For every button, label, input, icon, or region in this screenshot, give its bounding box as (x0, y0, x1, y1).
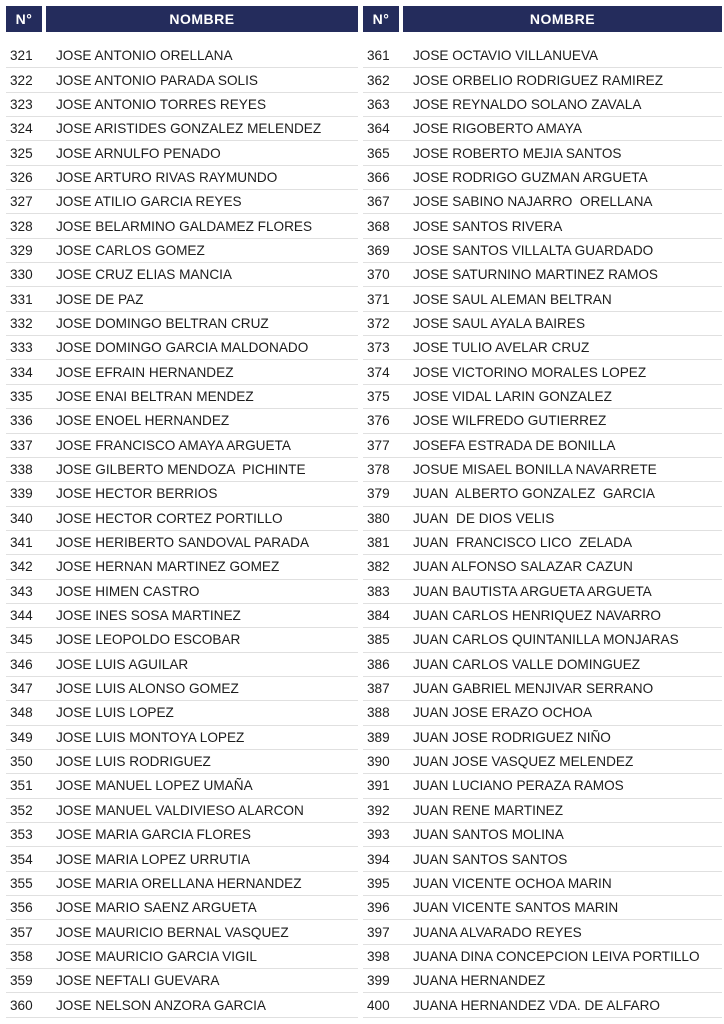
row-number: 396 (367, 900, 390, 916)
row-number: 336 (10, 413, 33, 429)
table-row (6, 701, 358, 725)
table-row (363, 531, 722, 555)
row-number: 383 (367, 583, 390, 599)
row-name: JOSE DOMINGO GARCIA MALDONADO (56, 340, 309, 356)
table-row (6, 677, 358, 701)
table-row (6, 68, 358, 92)
table-row (6, 653, 358, 677)
row-name: JUAN FRANCISCO LICO ZELADA (413, 535, 633, 551)
table-row (6, 750, 358, 774)
table-row (6, 507, 358, 531)
row-number: 392 (367, 802, 390, 818)
table-row (363, 336, 722, 360)
row-number: 339 (10, 486, 33, 502)
row-name: JUAN CARLOS VALLE DOMINGUEZ (413, 656, 641, 672)
row-name: JOSE NEFTALI GUEVARA (56, 973, 220, 989)
row-number: 368 (367, 218, 390, 234)
row-name: JOSE CRUZ ELIAS MANCIA (56, 267, 232, 283)
row-name: JOSE ARNULFO PENADO (56, 145, 221, 161)
row-name: JOSE FRANCISCO AMAYA ARGUETA (56, 437, 291, 453)
row-number: 324 (10, 121, 33, 137)
row-number: 329 (10, 242, 33, 258)
table-row (363, 385, 722, 409)
row-name: JOSE MARIA ORELLANA HERNANDEZ (56, 875, 302, 891)
row-name: JOSE HECTOR CORTEZ PORTILLO (56, 510, 283, 526)
table-row (6, 336, 358, 360)
table-row (363, 920, 722, 944)
table-row (363, 166, 722, 190)
number-column-header: N° (6, 6, 42, 32)
table-row (363, 239, 722, 263)
row-name: JOSE RIGOBERTO AMAYA (413, 121, 582, 137)
row-number: 327 (10, 194, 33, 210)
row-number: 354 (10, 851, 33, 867)
row-name: JUAN ALBERTO GONZALEZ GARCIA (413, 486, 655, 502)
table-row (6, 263, 358, 287)
table-row (6, 44, 358, 68)
row-number: 321 (10, 48, 33, 64)
row-name: JOSE ORBELIO RODRIGUEZ RAMIREZ (413, 72, 664, 88)
row-name: JOSE ENOEL HERNANDEZ (56, 413, 230, 429)
row-number: 349 (10, 729, 33, 745)
row-number: 345 (10, 632, 33, 648)
row-number: 395 (367, 875, 390, 891)
table-row (363, 969, 722, 993)
row-name: JUAN SANTOS MOLINA (413, 827, 564, 843)
row-name: JOSE MAURICIO BERNAL VASQUEZ (56, 924, 289, 940)
row-number: 326 (10, 169, 33, 185)
row-name: JOSE OCTAVIO VILLANUEVA (413, 48, 599, 64)
row-number: 381 (367, 535, 390, 551)
row-name: JOSE LUIS MONTOYA LOPEZ (56, 729, 245, 745)
row-number: 379 (367, 486, 390, 502)
row-number: 372 (367, 315, 390, 331)
table-row (363, 263, 722, 287)
row-number: 366 (367, 169, 390, 185)
row-name: JOSE MAURICIO GARCIA VIGIL (56, 948, 257, 964)
table-row (363, 628, 722, 652)
row-name: JOSE ARTURO RIVAS RAYMUNDO (56, 169, 278, 185)
table-row (6, 847, 358, 871)
row-number: 352 (10, 802, 33, 818)
row-number: 394 (367, 851, 390, 867)
table-row (6, 409, 358, 433)
row-name: JOSE HIMEN CASTRO (56, 583, 200, 599)
name-column-header: NOMBRE (46, 6, 358, 32)
row-name: JUAN JOSE RODRIGUEZ NIÑO (413, 729, 611, 745)
row-number: 360 (10, 997, 33, 1013)
table-row (6, 580, 358, 604)
row-number: 340 (10, 510, 33, 526)
table-row (6, 482, 358, 506)
table-row (363, 287, 722, 311)
row-number: 382 (367, 559, 390, 575)
row-number: 388 (367, 705, 390, 721)
row-number: 322 (10, 72, 33, 88)
row-number: 389 (367, 729, 390, 745)
table-row (363, 945, 722, 969)
table-row (363, 68, 722, 92)
table-row (363, 750, 722, 774)
row-name: JUAN CARLOS HENRIQUEZ NAVARRO (413, 608, 661, 624)
row-number: 390 (367, 754, 390, 770)
table-row (363, 141, 722, 165)
row-name: JUAN LUCIANO PERAZA RAMOS (413, 778, 624, 794)
row-number: 331 (10, 291, 33, 307)
row-number: 344 (10, 608, 33, 624)
row-number: 332 (10, 315, 33, 331)
row-number: 378 (367, 462, 390, 478)
row-number: 367 (367, 194, 390, 210)
row-name: JUANA HERNANDEZ VDA. DE ALFARO (413, 997, 661, 1013)
table-row (6, 872, 358, 896)
name-column-header: NOMBRE (403, 6, 722, 32)
row-name: JUAN CARLOS QUINTANILLA MONJARAS (413, 632, 679, 648)
row-name: JOSE ANTONIO ORELLANA (56, 48, 233, 64)
table-row (6, 385, 358, 409)
table-row (6, 287, 358, 311)
right-column (363, 6, 722, 1018)
row-number: 323 (10, 96, 33, 112)
row-name: JOSE WILFREDO GUTIERREZ (413, 413, 607, 429)
row-number: 356 (10, 900, 33, 916)
row-name: JOSE LEOPOLDO ESCOBAR (56, 632, 241, 648)
table-row (363, 117, 722, 141)
row-name: JUAN JOSE VASQUEZ MELENDEZ (413, 754, 634, 770)
row-name: JUANA HERNANDEZ (413, 973, 546, 989)
table-row (363, 896, 722, 920)
number-column-header: N° (363, 6, 399, 32)
row-name: JUAN SANTOS SANTOS (413, 851, 568, 867)
row-name: JUAN ALFONSO SALAZAR CAZUN (413, 559, 633, 575)
row-number: 343 (10, 583, 33, 599)
table-row (363, 190, 722, 214)
row-number: 362 (367, 72, 390, 88)
table-header (6, 6, 358, 32)
row-number: 337 (10, 437, 33, 453)
row-name: JOSE RODRIGO GUZMAN ARGUETA (413, 169, 648, 185)
row-number: 393 (367, 827, 390, 843)
table-row (363, 555, 722, 579)
row-number: 365 (367, 145, 390, 161)
row-name: JOSE VICTORINO MORALES LOPEZ (413, 364, 647, 380)
row-number: 330 (10, 267, 33, 283)
table-row (363, 409, 722, 433)
table-row (6, 239, 358, 263)
table-row (6, 774, 358, 798)
row-name: JOSE LUIS LOPEZ (56, 705, 174, 721)
table-row (363, 93, 722, 117)
table-row (6, 920, 358, 944)
row-number: 334 (10, 364, 33, 380)
table-row (6, 214, 358, 238)
row-number: 333 (10, 340, 33, 356)
table-row (6, 93, 358, 117)
row-name: JOSE TULIO AVELAR CRUZ (413, 340, 590, 356)
row-name: JOSE INES SOSA MARTINEZ (56, 608, 241, 624)
table-row (6, 458, 358, 482)
table-row (6, 434, 358, 458)
row-name: JUAN GABRIEL MENJIVAR SERRANO (413, 681, 654, 697)
table-header (363, 6, 722, 32)
table-row (6, 555, 358, 579)
row-name: JOSE LUIS RODRIGUEZ (56, 754, 211, 770)
row-name: JOSE HERNAN MARTINEZ GOMEZ (56, 559, 280, 575)
table-row (363, 312, 722, 336)
row-number: 347 (10, 681, 33, 697)
row-name: JOSE ANTONIO TORRES REYES (56, 96, 267, 112)
table-row (363, 214, 722, 238)
row-name: JOSE ROBERTO MEJIA SANTOS (413, 145, 622, 161)
table-row (6, 945, 358, 969)
row-number: 374 (367, 364, 390, 380)
table-row (363, 774, 722, 798)
row-number: 400 (367, 997, 390, 1013)
row-number: 338 (10, 462, 33, 478)
row-name: JOSE ANTONIO PARADA SOLIS (56, 72, 258, 88)
table-row (363, 823, 722, 847)
row-name: JOSUE MISAEL BONILLA NAVARRETE (413, 462, 657, 478)
row-number: 328 (10, 218, 33, 234)
row-number: 399 (367, 973, 390, 989)
row-name: JUAN VICENTE SANTOS MARIN (413, 900, 619, 916)
row-number: 348 (10, 705, 33, 721)
row-number: 357 (10, 924, 33, 940)
row-name: JOSE LUIS AGUILAR (56, 656, 189, 672)
row-name: JOSE SANTOS VILLALTA GUARDADO (413, 242, 654, 258)
row-number: 363 (367, 96, 390, 112)
row-name: JOSE MANUEL LOPEZ UMAÑA (56, 778, 253, 794)
row-name: JOSE MARIA LOPEZ URRUTIA (56, 851, 251, 867)
row-number: 385 (367, 632, 390, 648)
table-row (363, 507, 722, 531)
row-name: JUAN BAUTISTA ARGUETA ARGUETA (413, 583, 652, 599)
row-number: 351 (10, 778, 33, 794)
table-row (363, 458, 722, 482)
table-row (6, 190, 358, 214)
table-row (6, 117, 358, 141)
row-name: JOSE LUIS ALONSO GOMEZ (56, 681, 239, 697)
table-row (6, 312, 358, 336)
row-name: JOSE MANUEL VALDIVIESO ALARCON (56, 802, 304, 818)
left-column (6, 6, 358, 1018)
row-name: JOSE VIDAL LARIN GONZALEZ (413, 388, 612, 404)
row-number: 371 (367, 291, 390, 307)
row-number: 375 (367, 388, 390, 404)
table-row (363, 580, 722, 604)
table-row (363, 847, 722, 871)
row-number: 325 (10, 145, 33, 161)
table-row (6, 823, 358, 847)
row-name: JOSE CARLOS GOMEZ (56, 242, 205, 258)
table-row (363, 701, 722, 725)
row-number: 384 (367, 608, 390, 624)
row-number: 358 (10, 948, 33, 964)
table-row (6, 360, 358, 384)
row-number: 342 (10, 559, 33, 575)
row-number: 369 (367, 242, 390, 258)
row-name: JOSE EFRAIN HERNANDEZ (56, 364, 234, 380)
table-row (363, 44, 722, 68)
table-row (363, 482, 722, 506)
row-number: 364 (367, 121, 390, 137)
row-number: 361 (367, 48, 390, 64)
row-name: JUAN VICENTE OCHOA MARIN (413, 875, 612, 891)
row-name: JOSE SAUL ALEMAN BELTRAN (413, 291, 612, 307)
table-row (363, 726, 722, 750)
table-row (6, 604, 358, 628)
row-number: 377 (367, 437, 390, 453)
row-name: JOSE NELSON ANZORA GARCIA (56, 997, 266, 1013)
row-number: 373 (367, 340, 390, 356)
table-row (6, 141, 358, 165)
table-row (6, 531, 358, 555)
row-number: 335 (10, 388, 33, 404)
row-name: JOSE HECTOR BERRIOS (56, 486, 218, 502)
row-name: JOSE MARIA GARCIA FLORES (56, 827, 251, 843)
row-number: 341 (10, 535, 33, 551)
table-row (6, 628, 358, 652)
row-name: JOSE SATURNINO MARTINEZ RAMOS (413, 267, 658, 283)
row-name: JOSE ATILIO GARCIA REYES (56, 194, 242, 210)
row-number: 386 (367, 656, 390, 672)
table-row (6, 969, 358, 993)
table-row (6, 166, 358, 190)
row-name: JOSE DE PAZ (56, 291, 144, 307)
row-name: JOSE REYNALDO SOLANO ZAVALA (413, 96, 642, 112)
table-row (6, 799, 358, 823)
row-name: JOSE DOMINGO BELTRAN CRUZ (56, 315, 269, 331)
row-name: JOSE ENAI BELTRAN MENDEZ (56, 388, 254, 404)
row-number: 380 (367, 510, 390, 526)
row-number: 350 (10, 754, 33, 770)
row-name: JOSE HERIBERTO SANDOVAL PARADA (56, 535, 310, 551)
table-row (363, 993, 722, 1017)
table-row (363, 677, 722, 701)
table-row (363, 872, 722, 896)
row-number: 359 (10, 973, 33, 989)
row-name: JUANA DINA CONCEPCION LEIVA PORTILLO (413, 948, 700, 964)
table-row (363, 360, 722, 384)
row-name: JOSE BELARMINO GALDAMEZ FLORES (56, 218, 313, 234)
row-number: 353 (10, 827, 33, 843)
row-name: JOSE SAUL AYALA BAIRES (413, 315, 586, 331)
row-number: 355 (10, 875, 33, 891)
row-name: JOSE GILBERTO MENDOZA PICHINTE (56, 462, 306, 478)
table-row (6, 726, 358, 750)
table-row (6, 993, 358, 1017)
row-name: JUAN JOSE ERAZO OCHOA (413, 705, 593, 721)
row-name: JUAN RENE MARTINEZ (413, 802, 564, 818)
row-number: 387 (367, 681, 390, 697)
row-name: JUAN DE DIOS VELIS (413, 510, 555, 526)
row-name: JOSE ARISTIDES GONZALEZ MELENDEZ (56, 121, 322, 137)
row-name: JUANA ALVARADO REYES (413, 924, 582, 940)
name-list (363, 44, 722, 1018)
row-number: 376 (367, 413, 390, 429)
row-number: 398 (367, 948, 390, 964)
row-number: 397 (367, 924, 390, 940)
table-row (6, 896, 358, 920)
table-row (363, 653, 722, 677)
table-row (363, 799, 722, 823)
name-list (6, 44, 358, 1018)
row-number: 346 (10, 656, 33, 672)
row-name: JOSEFA ESTRADA DE BONILLA (413, 437, 616, 453)
table-row (363, 604, 722, 628)
table-row (363, 434, 722, 458)
row-number: 391 (367, 778, 390, 794)
row-name: JOSE MARIO SAENZ ARGUETA (56, 900, 257, 916)
row-name: JOSE SABINO NAJARRO ORELLANA (413, 194, 653, 210)
row-name: JOSE SANTOS RIVERA (413, 218, 563, 234)
row-number: 370 (367, 267, 390, 283)
